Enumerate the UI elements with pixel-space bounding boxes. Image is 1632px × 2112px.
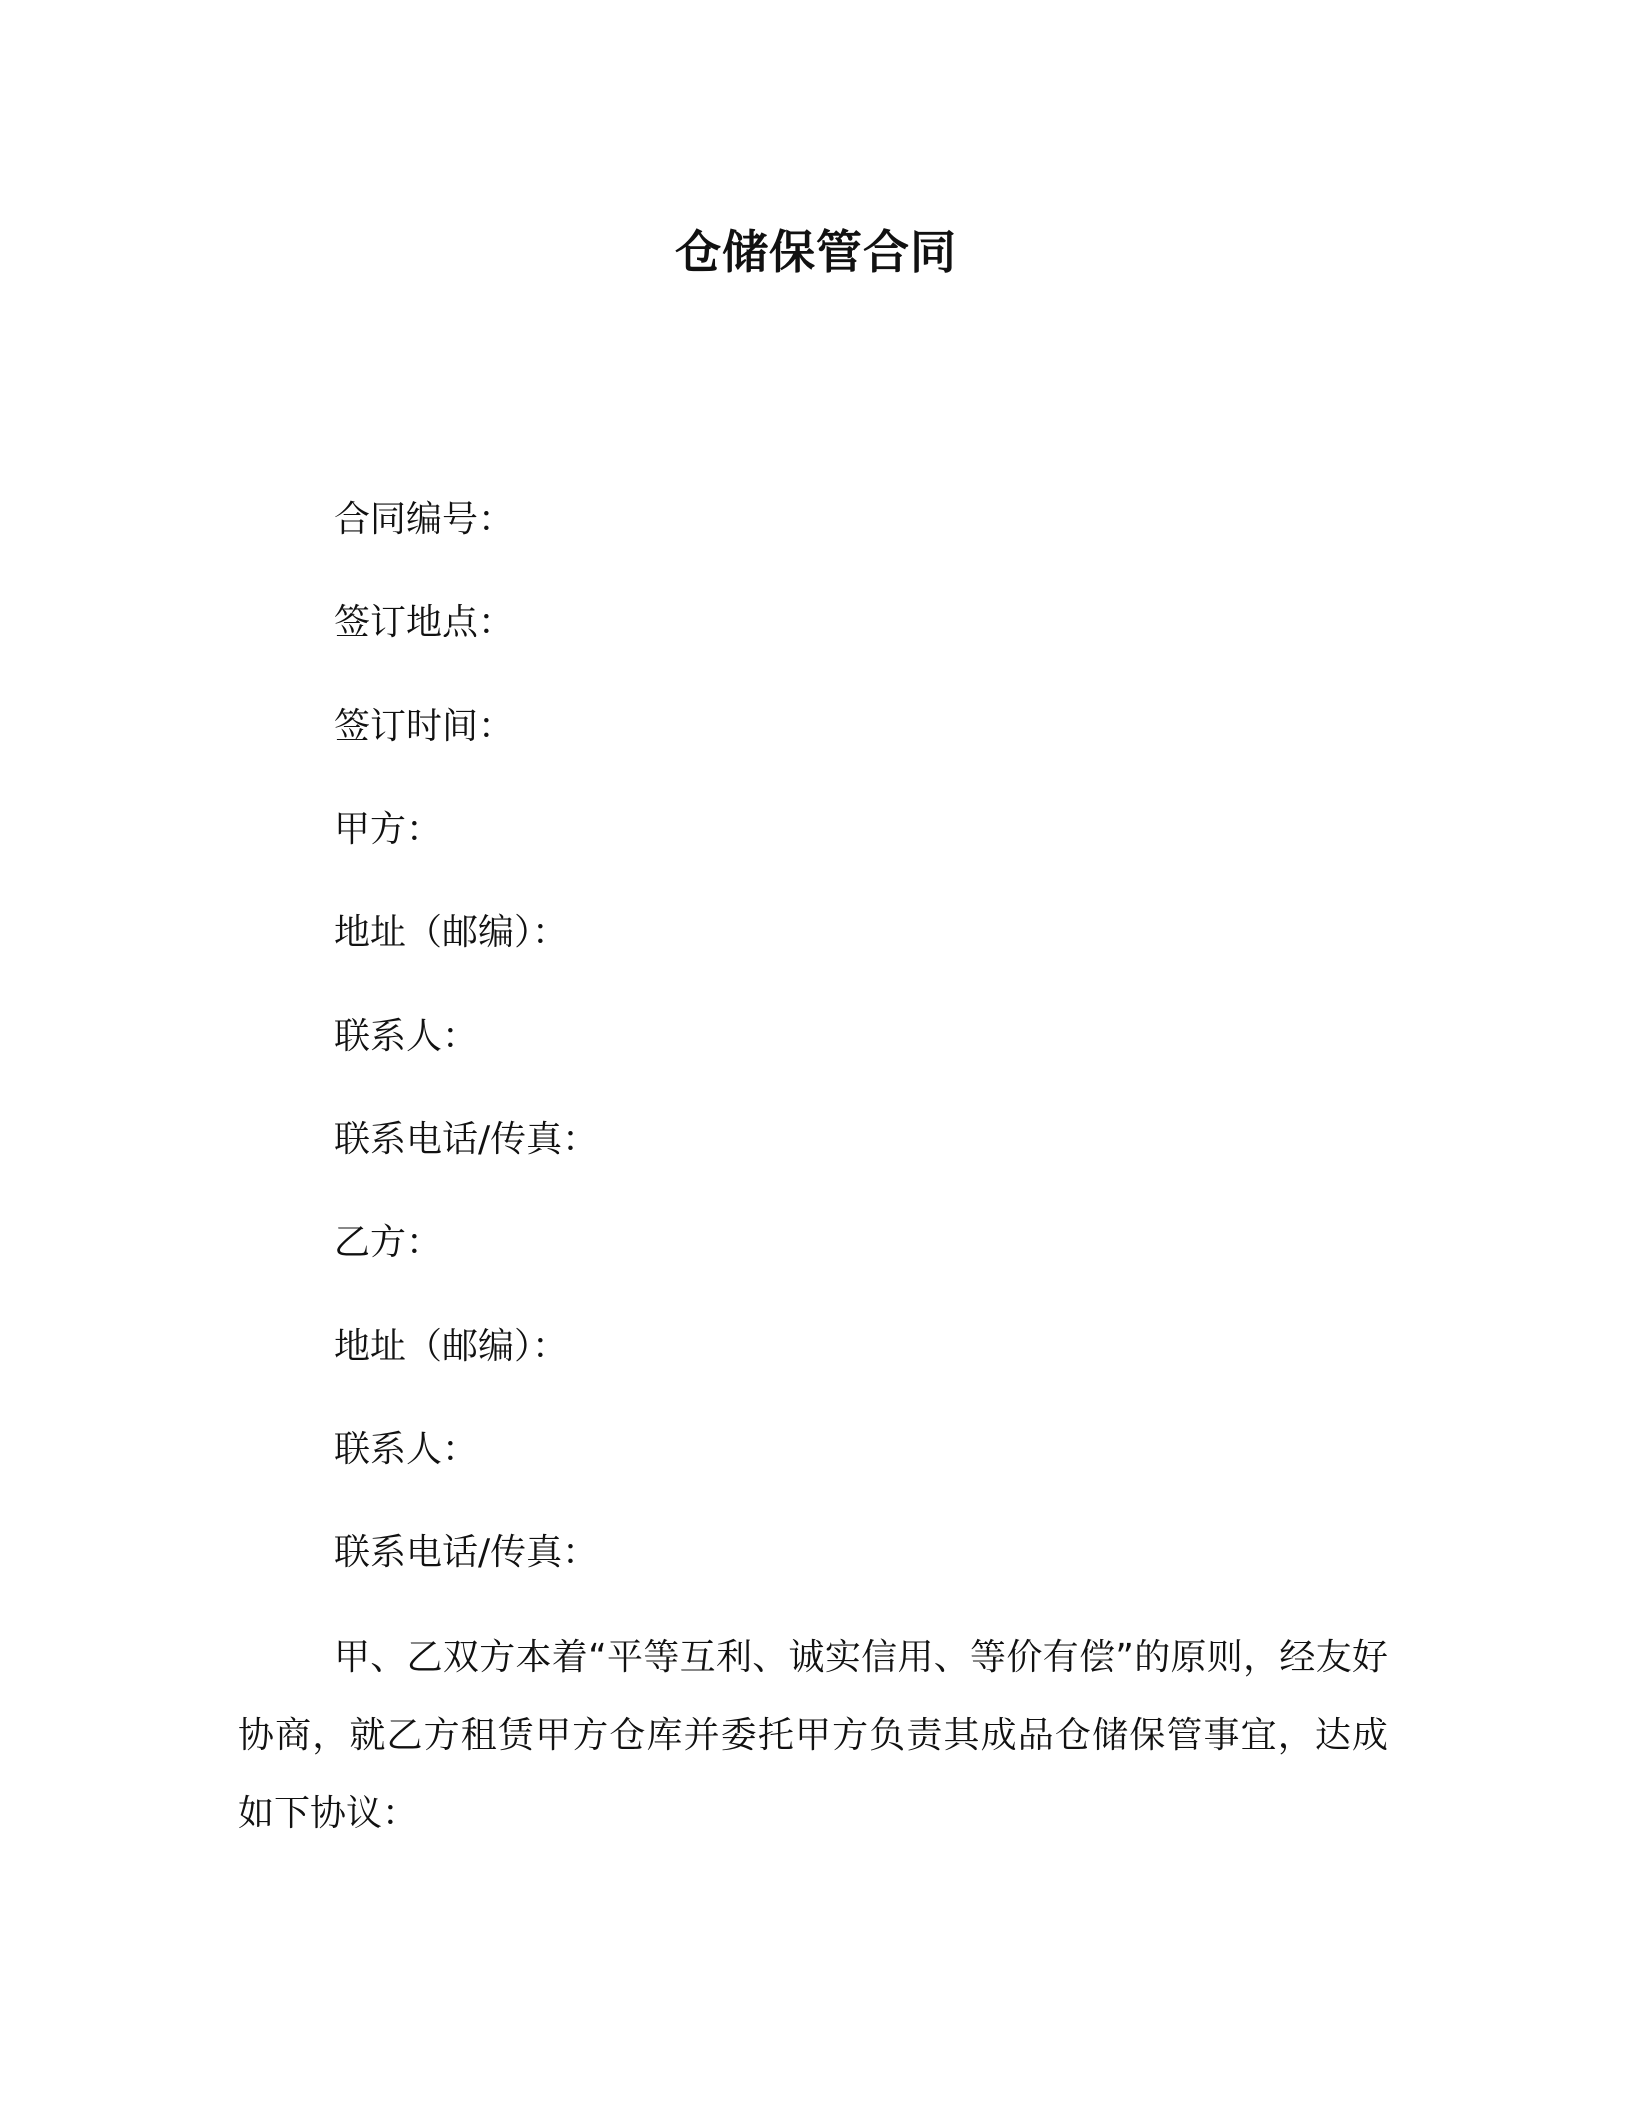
field-signing-place: 签订地点： (334, 602, 515, 643)
intro-paragraph: 甲、乙双方本着“平等互利、诚实信用、等价有偿”的原则，经友好协商，就乙方租赁甲方仓库并委托甲方负责其成品仓储保管事宜，达成如下协议： (238, 1637, 1388, 1834)
field-party-b-address: 地址（邮编）： (334, 1326, 569, 1367)
document-title: 仓储保管合同 (675, 225, 957, 279)
field-signing-time: 签订时间： (334, 706, 515, 747)
field-party-b-contact: 联系人： (334, 1429, 479, 1470)
field-party-a-phone-fax: 联系电话/传真： (334, 1119, 599, 1160)
field-contract-number: 合同编号： (334, 499, 515, 540)
field-party-a: 甲方： (334, 809, 443, 850)
field-party-a-address: 地址（邮编）： (334, 912, 569, 953)
field-party-b-phone-fax: 联系电话/传真： (334, 1532, 599, 1573)
field-party-b: 乙方： (334, 1222, 443, 1263)
field-party-a-contact: 联系人： (334, 1016, 479, 1057)
